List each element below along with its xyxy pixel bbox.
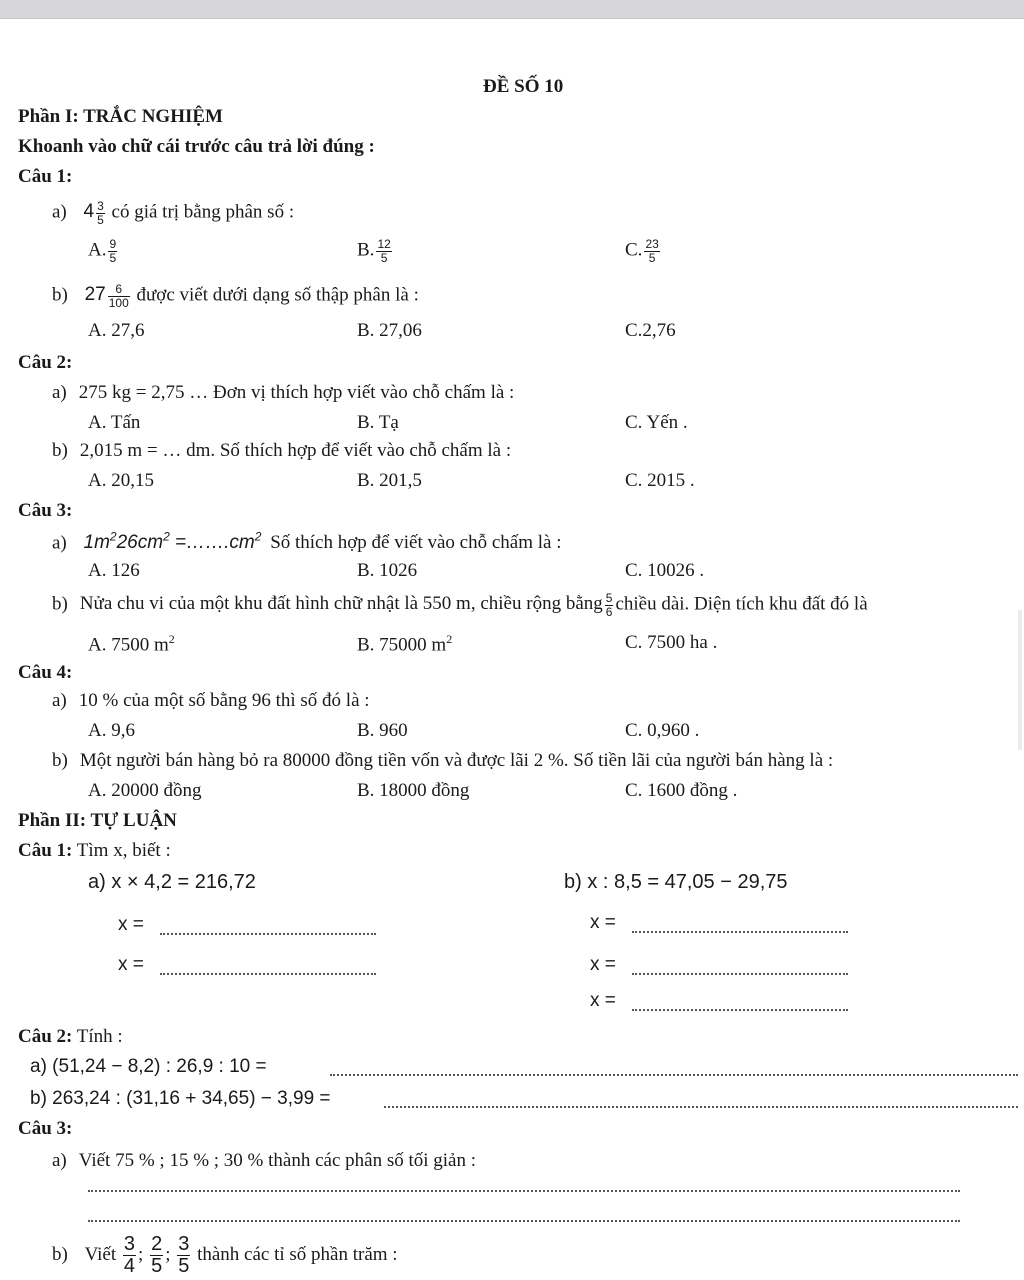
p2q1a-answer-line1[interactable]	[160, 933, 376, 935]
p2q1b-equation: b) x : 8,5 = 47,05 − 29,75	[564, 871, 788, 893]
q1b-option-c[interactable]: C.2,76	[625, 320, 676, 341]
q4a-option-a[interactable]: A. 9,6	[88, 720, 135, 741]
p2q2-question: Câu 2: Tính :	[18, 1026, 123, 1047]
q1b-question	[52, 283, 419, 309]
p2q3b-question: b) Viết $\frac{3}{4}$ ; $\frac{2}{5}$ ; $\frac{3}{5}$ thành các tỉ số phần trăm :	[52, 1233, 398, 1277]
q1a-option-c[interactable]: C. $\frac{23}{5}$	[625, 237, 659, 265]
q2b-option-a[interactable]: A. 20,15	[88, 470, 154, 491]
q1a-fraction: $\frac{3}{5}$	[97, 199, 104, 227]
p2q3a-answer-line1[interactable]	[88, 1190, 960, 1192]
q4-label: Câu 4:	[18, 662, 73, 683]
p2q3-label: Câu 3:	[18, 1118, 73, 1139]
q1a-question	[52, 200, 294, 226]
p2q2a-expression: a) (51,24 − 8,2) : 26,9 : 10 =	[30, 1056, 267, 1077]
q4b-option-b[interactable]: B. 18000 đồng	[357, 780, 470, 801]
q3b-option-c[interactable]: C. 7500 ha .	[625, 632, 718, 653]
q1b-prefix: b)	[52, 284, 68, 306]
p2q1b-answer-line1[interactable]	[632, 931, 848, 933]
q3a-option-a[interactable]: A. 126	[88, 560, 140, 581]
p2q1a-x-line2: x =	[118, 954, 144, 975]
q2b-option-b[interactable]: B. 201,5	[357, 470, 422, 491]
q1a-prefix: a)	[52, 201, 67, 223]
p2q3a-question: a) Viết 75 % ; 15 % ; 30 % thành các phân số tối giản :	[52, 1150, 477, 1171]
q3a-expression: $1m^226cm^2$ $=\dots\dots.cm^2$	[83, 530, 262, 554]
q1b-option-b[interactable]: B. 27,06	[357, 320, 422, 341]
p2q1b-x-line1: x =	[590, 912, 616, 933]
q3a-option-c[interactable]: C. 10026 .	[625, 560, 705, 581]
q4a-option-c[interactable]: C. 0,960 .	[625, 720, 700, 741]
p2q3b-fraction-1: $\frac{3}{4}$	[123, 1233, 136, 1277]
q2b-question: b) 2,015 m = … dm. Số thích hợp để viết vào chỗ chấm là :	[52, 440, 512, 461]
q1a-text: có giá trị bằng phân số :	[111, 201, 295, 223]
q1b-fraction: $\frac{6}{100}$	[108, 282, 129, 310]
q3b-option-a[interactable]: A. 7500 $m^2$	[88, 632, 175, 656]
p2q1a-x-line1: x =	[118, 914, 144, 935]
q3a-option-b[interactable]: B. 1026	[357, 560, 418, 581]
q2a-question: a) 275 kg = 2,75 … Đơn vị thích hợp viết vào chỗ chấm là :	[52, 382, 515, 403]
p2q1b-answer-line2[interactable]	[632, 973, 848, 975]
q4b-option-a[interactable]: A. 20000 đồng	[88, 780, 202, 801]
q2-label: Câu 2:	[18, 352, 73, 373]
q3b-question: b) Nửa chu vi của một khu đất hình chữ nhật là 550 m, chiều rộng bằng $\frac{5}{6}$ chiều dài. Diện tích khu đất đó là	[52, 591, 868, 619]
q3-label: Câu 3:	[18, 500, 73, 521]
p2q2b-answer-line[interactable]	[384, 1106, 1018, 1108]
scrollbar-thumb[interactable]	[1018, 610, 1022, 750]
p2q1a-answer-line2[interactable]	[160, 973, 376, 975]
q2a-option-b[interactable]: B. Tạ	[357, 412, 399, 433]
part1-heading: Phần I: TRẮC NGHIỆM	[18, 106, 223, 127]
q2a-option-a[interactable]: A. Tấn	[88, 412, 141, 433]
p2q3a-answer-line2[interactable]	[88, 1220, 960, 1222]
p2q1a-equation: a) x × 4,2 = 216,72	[88, 871, 256, 893]
document-title: ĐỀ SỐ 10	[483, 76, 564, 97]
q1b-whole: 27	[84, 284, 106, 306]
q4a-question: a) 10 % của một số bằng 96 thì số đó là :	[52, 690, 370, 711]
q3b-option-b[interactable]: B. 75000 $m^2$	[357, 632, 453, 656]
q1-label: Câu 1:	[18, 166, 73, 187]
q1b-text: được viết dưới dạng số thập phân là :	[136, 284, 419, 306]
q1b-option-a[interactable]: A. 27,6	[88, 320, 145, 341]
p2q3b-fraction-2: $\frac{2}{5}$	[151, 1233, 163, 1277]
p2q1b-answer-line3[interactable]	[632, 1009, 848, 1011]
q3b-fraction: $\frac{5}{6}$	[605, 591, 613, 619]
part2-heading: Phần II: TỰ LUẬN	[18, 810, 177, 831]
q4b-option-c[interactable]: C. 1600 đồng .	[625, 780, 738, 801]
p2q3b-fraction-3: $\frac{3}{5}$	[178, 1233, 190, 1277]
q4b-question: b) Một người bán hàng bỏ ra 80000 đồng tiền vốn và được lãi 2 %. Số tiền lãi của người bán hàng là :	[52, 750, 834, 771]
q1a-option-b[interactable]: B. $\frac{12}{5}$	[357, 237, 391, 265]
p2q1b-x-line3: x =	[590, 990, 616, 1011]
q2b-option-c[interactable]: C. 2015 .	[625, 470, 695, 491]
q1a-option-a[interactable]: A. $\frac{9}{5}$	[88, 237, 117, 265]
top-toolbar-strip	[0, 0, 1024, 19]
part1-instruction: Khoanh vào chữ cái trước câu trả lời đúng :	[18, 136, 375, 157]
p2q2b-expression: b) 263,24 : (31,16 + 34,65) − 3,99 =	[30, 1088, 331, 1109]
p2q2a-answer-line[interactable]	[330, 1074, 1018, 1076]
q3a-question: a) $1m^226cm^2$ $=\dots\dots.cm^2$ Số thích hợp để viết vào chỗ chấm là :	[52, 530, 562, 554]
q2a-option-c[interactable]: C. Yến .	[625, 412, 688, 433]
p2q1b-x-line2: x =	[590, 954, 616, 975]
q1a-whole: 4	[83, 201, 95, 223]
q4a-option-b[interactable]: B. 960	[357, 720, 408, 741]
p2q1-question: Câu 1: Tìm x, biết :	[18, 840, 171, 861]
